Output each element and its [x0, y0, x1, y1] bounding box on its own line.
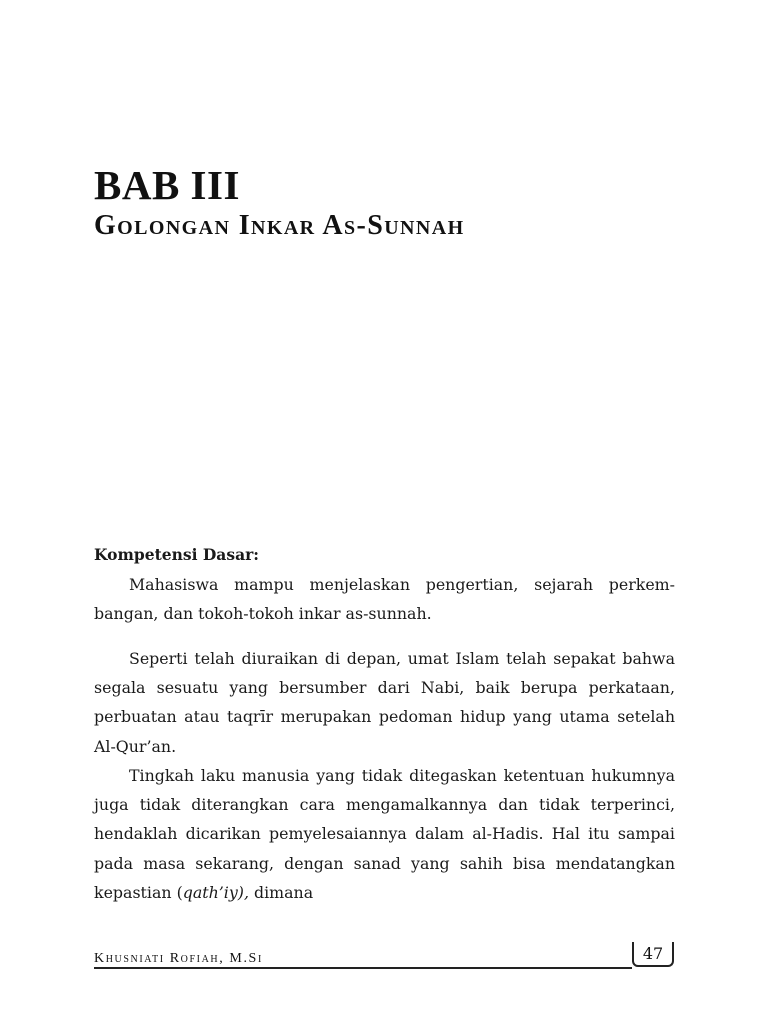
- body-paragraph: Seperti telah diuraikan di depan, umat Islam telah sepakat bahwa segala sesuatu yang bersumber dari Nabi, baik berupa perkataan, perbuatan atau taqrīr merupakan pedoman hidup yang utama setelah Al-Qur’an.: [94, 649, 675, 756]
- chapter-number: BAB III: [94, 162, 240, 208]
- page-number: 47: [642, 944, 664, 963]
- arabic-term: qath’iy),: [182, 882, 249, 902]
- body-paragraph: [94, 761, 675, 907]
- paragraph-text: Tingkah laku manusia yang tidak ditegaskan ketentuan hukumnya juga tidak diterangkan cara mengamalkannya dan tidak terperinci, hendaklah dicarikan pemyelesaiannya dalam al-Hadis. Hal itu sampai pada masa sekarang, dengan sanad yang sahih bisa mendatangkan kepastian (: [94, 766, 675, 902]
- competency-heading: Kompetensi Dasar:: [94, 545, 260, 564]
- footer-author: Khusniati Rofiah, M.Si: [94, 951, 263, 966]
- footer-divider: [94, 967, 632, 969]
- chapter-title: Golongan Inkar As-Sunnah: [94, 210, 465, 241]
- paragraph-text-tail: dimana: [248, 882, 314, 902]
- competency-text: Mahasiswa mampu menjelaskan pengertian, sejarah perkem-bangan, dan tokoh-tokoh inkar as-sunnah.: [94, 575, 675, 624]
